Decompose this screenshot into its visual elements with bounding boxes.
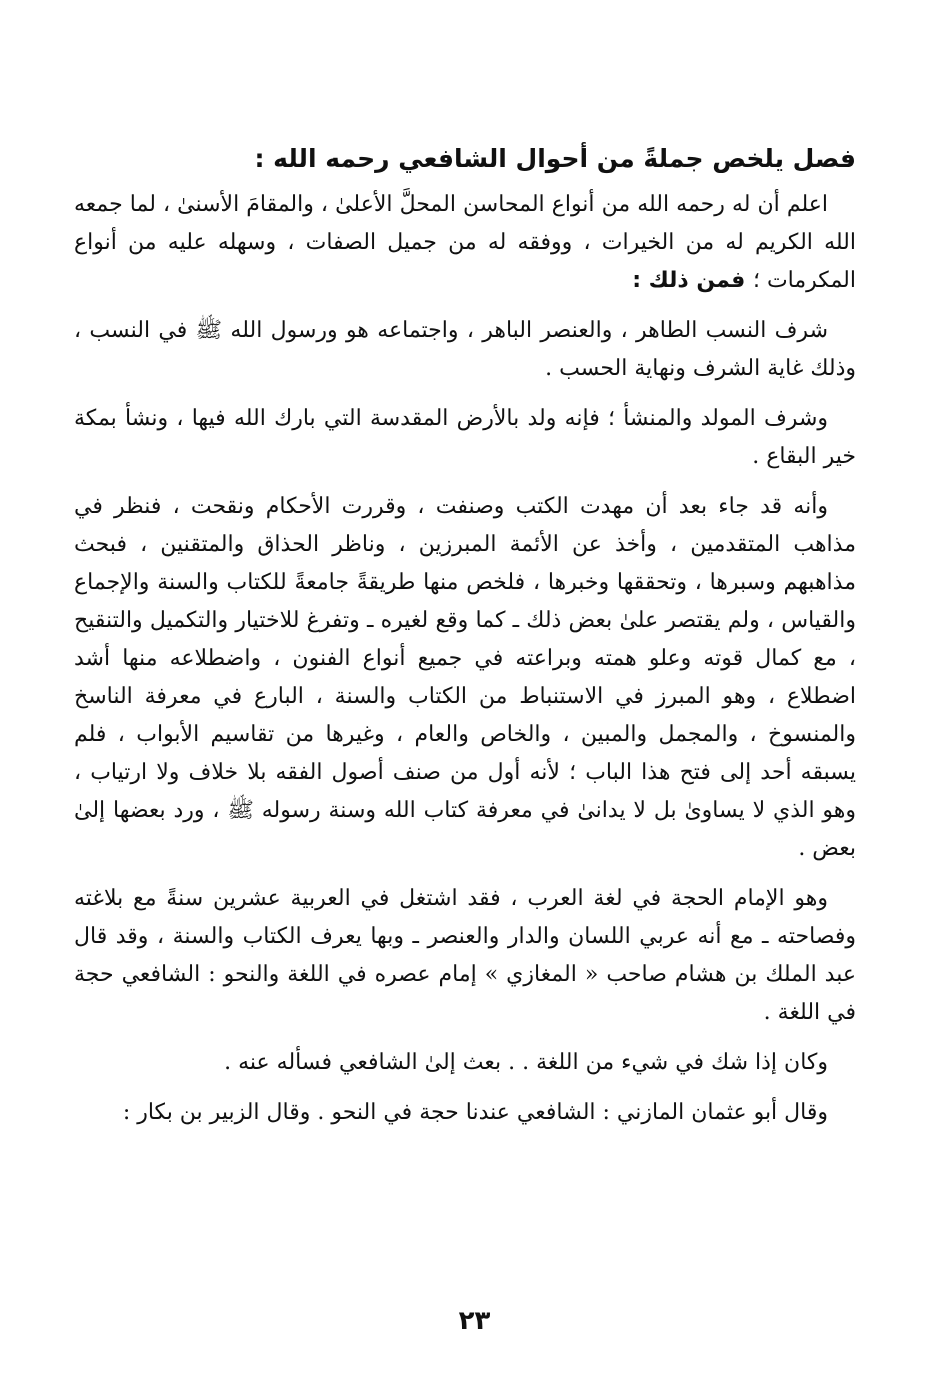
paragraph-lineage <box>74 312 856 388</box>
paragraph-text: وقال أبو عثمان المازني : الشافعي عندنا حجة في النحو . وقال الزبير بن بكار : <box>122 1100 828 1125</box>
paragraph-birthplace <box>74 400 856 476</box>
section-heading: فصل يلخص جملةً من أحوال الشافعي رحمه الله : <box>254 144 856 173</box>
paragraph-bold-phrase: فمن ذلك : <box>632 268 753 293</box>
page-number: ٢٣ <box>458 1306 491 1336</box>
paragraph-text: وهو الإمام الحجة في لغة العرب ، فقد اشتغل في العربية عشرين سنةً مع بلاغته وفصاحته ـ مع أنه عربي اللسان والدار والعنصر ـ وبها يعرف الكتاب والسنة ، وقد قال عبد الملك بن هشام صاحب « المغازي » إمام عصره في اللغة والنحو : الشافعي حجة في اللغة . <box>74 886 856 1025</box>
paragraph-text: شرف النسب الطاهر ، والعنصر الباهر ، واجتماعه هو ورسول الله ﷺ في النسب ، وذلك غاية الشرف ونهاية الحسب . <box>74 318 856 381</box>
paragraph-language <box>74 880 856 1032</box>
paragraph-mazini <box>74 1094 856 1132</box>
page-body <box>74 140 856 1144</box>
paragraph-text: وشرف المولد والمنشأ ؛ فإنه ولد بالأرض المقدسة التي بارك الله فيها ، ونشأ بمكة خير البقاع . <box>74 406 856 469</box>
paragraph-text: وأنه قد جاء بعد أن مهدت الكتب وصنفت ، وقررت الأحكام ونقحت ، فنظر في مذاهب المتقدمين ، وأخذ عن الأئمة المبرزين ، وناظر الحذاق والمتقنين ، فبحث مذاهبهم وسبرها ، وتحققها وخبرها ، فلخص منها طريقةً جامعةً للكتاب والسنة والإجماع والقياس ، ولم يقتصر علىٰ بعض ذلك ـ كما وقع لغيره ـ وتفرغ للاختيار والتكميل والتنقيح ، مع كمال قوته وعلو همته وبراعته في جميع أنواع الفنون ، واضطلاعه منها أشد اضطلاع ، وهو المبرز في الاستنباط من الكتاب والسنة ، البارع في معرفة الناسخ والمنسوخ ، والمجمل والمبين ، والخاص والعام ، وغيرها من تقاسيم الأبواب ، فلم يسبقه أحد إلى فتح هذا الباب ؛ لأنه أول من صنف أصول الفقه بلا خلاف ولا ارتياب ، وهو الذي لا يساوىٰ بل لا يدانىٰ في معرفة كتاب الله وسنة رسوله ﷺ ، ورد بعضها إلىٰ بعض . <box>74 494 856 861</box>
paragraph-intro <box>74 186 856 300</box>
paragraph-text: اعلم أن له رحمه الله من أنواع المحاسن المحلَّ الأعلىٰ ، والمقامَ الأسنىٰ ، لما جمعه الله الكريم له من الخيرات ، ووفقه له من جميل الصفات ، وسهله عليه من أنواع المكرمات ؛ <box>74 192 856 293</box>
paragraph-doubt <box>74 1044 856 1082</box>
paragraph-scholarship <box>74 488 856 868</box>
paragraph-text: وكان إذا شك في شيء من اللغة . . بعث إلىٰ الشافعي فسأله عنه . <box>224 1050 828 1075</box>
